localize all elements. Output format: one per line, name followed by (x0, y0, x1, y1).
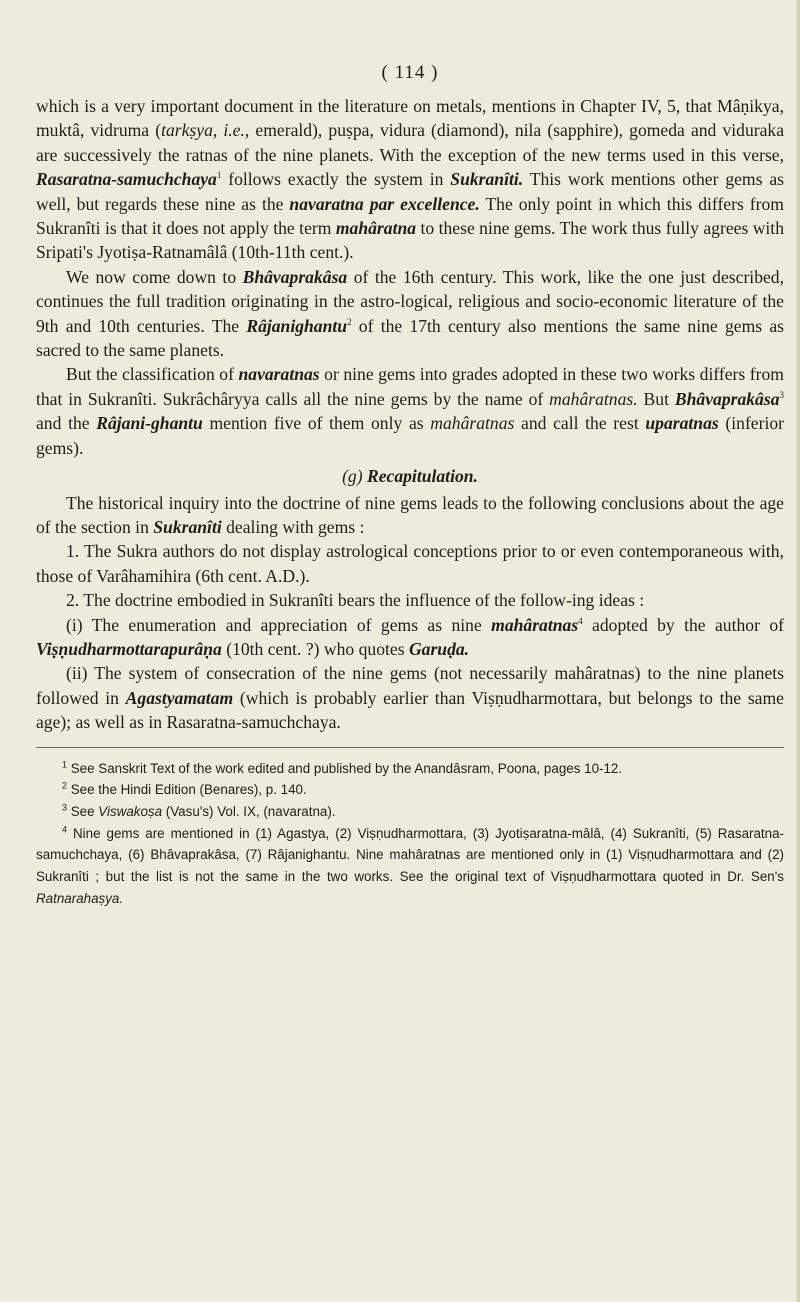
text-run: (inferior gems). (36, 413, 785, 458)
text-run: mention five of them only as (202, 413, 431, 434)
bold-italic-term: navaratna par excellence. (289, 193, 480, 214)
bold-italic-title: Sukranîti. (450, 169, 524, 190)
footnote-2 (36, 779, 784, 801)
text-run: (ii) The system of consecration of the nine gems (not necessarily mahâratnas) to the nine planets followed in (36, 663, 784, 708)
footnote-number: 4 (62, 824, 68, 835)
section-heading (36, 464, 784, 488)
italic-term: mahâratnas (430, 413, 515, 434)
footnote-ref: 3 (779, 390, 784, 401)
footnotes (36, 758, 784, 910)
text-run: But (637, 388, 675, 409)
text-run: follows exactly the system in (221, 169, 451, 190)
bold-italic-term: mahâratna (335, 218, 417, 239)
footnote-ref: 2 (347, 316, 352, 327)
bold-italic-title: Viṣṇudharmottarapurâṇa (36, 638, 222, 659)
bold-italic-title: Râjani-ghantu (96, 413, 203, 434)
text-run: The historical inquiry into the doctrine of nine gems leads to the following conclusions about the age of the section in (36, 492, 784, 537)
text-run: of the 17th century also mentions the same nine gems as sacred to the same planets. (36, 315, 784, 361)
text-run: dealing with gems : (221, 516, 365, 537)
italic-title: Ratnarahaṣya. (36, 890, 124, 906)
footnote-1 (36, 758, 784, 780)
scan-edge-shadow (796, 0, 800, 1302)
conclusion-item-2: 2. The doctrine embodied in Sukranîti bears the influence of the follow-ing ideas : (66, 590, 645, 611)
bold-italic-title: Sukranîti (153, 516, 222, 537)
footnote-text: See the Hindi Edition (Benares), p. 140. (67, 782, 307, 798)
conclusion-item-1: 1. The Sukra authors do not display astrological conceptions prior to or even contemporaneous with, those of Varâhamihira (6th cent. A.D.). (36, 541, 784, 586)
text-run: of the 16th century. This work, like the one just described, continues the full tradition originating in the astro-logical, religious and socio-economic literature of the 9th and 10th centuries. The (36, 266, 784, 336)
bold-italic-title: Rasaratna-samuchchaya (36, 169, 217, 190)
section-label: (g) (342, 466, 363, 487)
sub-item-i (36, 613, 784, 662)
bold-italic-term: mahâratnas (491, 614, 579, 635)
footnote-3 (36, 801, 784, 823)
text-run: This work mentions other gems as well, but regards these nine as the (36, 169, 784, 214)
text-run: and the (36, 413, 97, 434)
text-run: The only point in which this differs from Sukranîti is that it does not apply the term (36, 193, 784, 239)
bold-italic-term: uparatnas (645, 413, 719, 434)
italic-term: mahâratnas. (549, 388, 638, 409)
footnote-divider (36, 747, 784, 748)
main-text (36, 94, 784, 735)
paragraph-4 (36, 491, 784, 540)
footnote-text: Nine gems are mentioned in (1) Agastya, (2) Viṣṇudharmottara, (3) Jyotiṣaratna-mâlâ, (4) Sukranîti, (5) Rasaratna-samuchchaya, (6) Bhâvaprakâsa, (7) Râjanighantu. Nine mahâratnas are mentioned only in (1) Viṣṇudharmottara and (2) Sukranîti ; but the list is not the same in the two works. See the original text of Viṣṇudharmottara quoted in Dr. Sen's (36, 825, 784, 885)
text-run: But the classification of (66, 364, 239, 385)
paragraph-2 (36, 265, 784, 363)
text-run: and call the rest (514, 413, 646, 434)
bold-italic-title: Agastyamatam (125, 687, 234, 708)
italic-title: Viswakoṣa (98, 803, 163, 819)
bold-italic-title: Garuḍa. (408, 638, 470, 659)
bold-italic-title: Bhâvaprakâsa (674, 388, 780, 409)
sub-item-ii (36, 661, 784, 734)
text-run: (which is probably earlier than Viṣṇudharmottara, but belongs to the same age); as well as in Rasaratna-samuchchaya. (36, 687, 784, 733)
text-run: We now come down to (66, 266, 243, 287)
text-run: or nine gems into grades adopted in these two works differs from that in Sukranîti. Sukrâchâryya calls all the nine gems by the name of (36, 364, 784, 409)
footnote-4 (36, 823, 784, 910)
text-run: (10th cent. ?) who quotes (221, 638, 409, 659)
footnote-text: (Vasu's) Vol. IX, (navaratna). (162, 803, 336, 819)
text-run: (i) The enumeration and appreciation of gems as nine (66, 614, 492, 635)
text-run: to these nine gems. The work thus fully agrees with Sripati's Jyotiṣa-Ratnamâlâ (10th-11th cent.). (36, 218, 784, 263)
footnote-ref: 4 (578, 615, 583, 626)
text-run: emerald), puṣpa, vidura (diamond), nila (sapphire), gomeda and viduraka are successively the ratnas of the nine planets. With the exception of the new terms used in this verse, (36, 120, 785, 165)
italic-run: tarkṣya, i.e., (161, 120, 250, 141)
bold-italic-term: navaratnas (238, 364, 320, 385)
footnote-number: 2 (62, 780, 68, 791)
section-title: Recapitulation. (366, 466, 478, 487)
paragraph-1 (36, 94, 784, 265)
footnote-ref: 1 (216, 170, 222, 181)
text-run: adopted by the author of (582, 614, 784, 635)
paragraph-3 (36, 362, 784, 460)
bold-italic-title: Râjanighantu (246, 315, 348, 336)
footnote-number: 1 (62, 759, 68, 770)
bold-italic-title: Bhâvaprakâsa (242, 266, 348, 287)
footnote-text: See Sanskrit Text of the work edited and published by the Anandâsram, Poona, pages 10-12. (67, 760, 623, 776)
footnote-text: See (67, 803, 99, 819)
page-number-header: ( 114 ) (381, 62, 439, 83)
footnote-number: 3 (62, 802, 68, 813)
text-run: which is a very important document in the literature on metals, mentions in Chapter IV, 5, that Mâṇikya, muktâ, vidruma ( (36, 96, 784, 141)
book-page (36, 62, 784, 909)
